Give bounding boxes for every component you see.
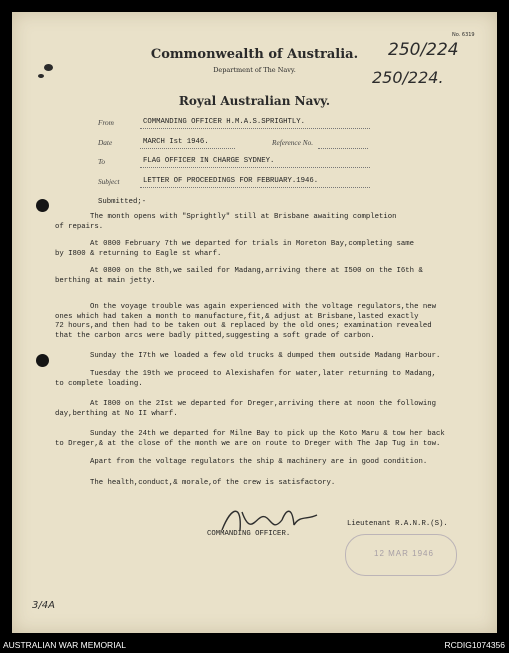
paragraph-9: Apart from the voltage regulators the ship & machinery are in good condition. bbox=[55, 458, 428, 466]
punch-hole-bottom bbox=[36, 354, 49, 367]
signatory-rank: Lieutenant R.A.N.R.(S). bbox=[347, 520, 448, 528]
date-row bbox=[98, 138, 209, 148]
paragraph-6: Tuesday the 19th we proceed to Alexishafen for water,later returning to Madang, to complete loading. bbox=[55, 370, 436, 388]
footer-source: AUSTRALIAN WAR MEMORIAL bbox=[3, 640, 126, 650]
paragraph-10: The health,conduct,& morale,of the crew is satisfactory. bbox=[55, 479, 336, 487]
from-value: COMMANDING OFFICER H.M.A.S.SPRIGHTLY. bbox=[143, 118, 306, 126]
from-line bbox=[140, 128, 370, 129]
to-row bbox=[98, 157, 275, 167]
paragraph-1: The month opens with "Sprightly" still at Brisbane awaiting completion of repairs. bbox=[55, 213, 397, 231]
footer-record-id: RCDIG1074356 bbox=[444, 640, 505, 650]
subject-row bbox=[98, 177, 319, 187]
paragraph-5: Sunday the I7th we loaded a few old trucks & dumped them outside Madang Harbour. bbox=[55, 352, 441, 360]
reference-line bbox=[318, 148, 368, 149]
paragraph-4: On the voyage trouble was again experienced with the voltage regulators,the new ones which had taken a month to manufacture,fit,& adjust at Brisbane,lasted exactly 72 hours,and then had to be taken out & replaced by the old ones; examination revealed that the carbon arcs were badly pitted,suggesting a soft grade of carbon. bbox=[55, 303, 436, 340]
small-reference-number: No. 6319 bbox=[452, 32, 475, 38]
reference-row bbox=[272, 138, 313, 148]
date-value: MARCH Ist 1946. bbox=[143, 138, 209, 146]
paragraph-3: At 0800 on the 8th,we sailed for Madang,arriving there at I500 on the I6th & berthing at main jetty. bbox=[55, 267, 423, 285]
ink-blot bbox=[38, 74, 44, 78]
subject-value: LETTER OF PROCEEDINGS FOR FEBRUARY.1946. bbox=[143, 177, 319, 185]
punch-hole-top bbox=[36, 199, 49, 212]
subject-line bbox=[140, 187, 370, 188]
paragraph-2: At 0800 February 7th we departed for trials in Moreton Bay,completing same by I800 & returning to Eagle st wharf. bbox=[55, 240, 415, 258]
date-label: Date bbox=[98, 138, 113, 147]
letterhead-subtitle: Royal Australian Navy. bbox=[178, 94, 331, 108]
handwritten-file-reference-second: 250/224. bbox=[372, 68, 444, 87]
subject-label: Subject bbox=[98, 177, 120, 186]
to-value: FLAG OFFICER IN CHARGE SYDNEY. bbox=[143, 157, 275, 165]
paragraph-8: Sunday the 24th we departed for Milne Bay to pick up the Koto Maru & tow her back to Dreger,& at the close of the month we are on route to Dreger with The Jap Tug in tow. bbox=[55, 430, 445, 448]
letterhead-department: Department of The Navy. bbox=[213, 66, 296, 74]
document-page bbox=[12, 12, 497, 633]
reference-label: Reference No. bbox=[272, 138, 314, 147]
from-row bbox=[98, 118, 306, 128]
submitted-line: Submitted;- bbox=[98, 198, 147, 206]
handwritten-file-reference: 250/224 bbox=[388, 40, 459, 60]
to-label: To bbox=[98, 157, 106, 166]
signature-title: COMMANDING OFFICER. bbox=[207, 530, 291, 538]
paragraph-7: At I800 on the 2Ist we departed for Dreger,arriving there at noon the following day,berthing at No II wharf. bbox=[55, 400, 436, 418]
received-date-stamp bbox=[345, 534, 457, 576]
letterhead-title: Commonwealth of Australia. bbox=[150, 47, 359, 62]
stamp-date: 12 MAR 1946 bbox=[374, 549, 434, 558]
to-line bbox=[140, 167, 370, 168]
date-line bbox=[140, 148, 235, 149]
from-label: From bbox=[98, 118, 114, 127]
margin-note: 3/4A bbox=[32, 600, 55, 611]
